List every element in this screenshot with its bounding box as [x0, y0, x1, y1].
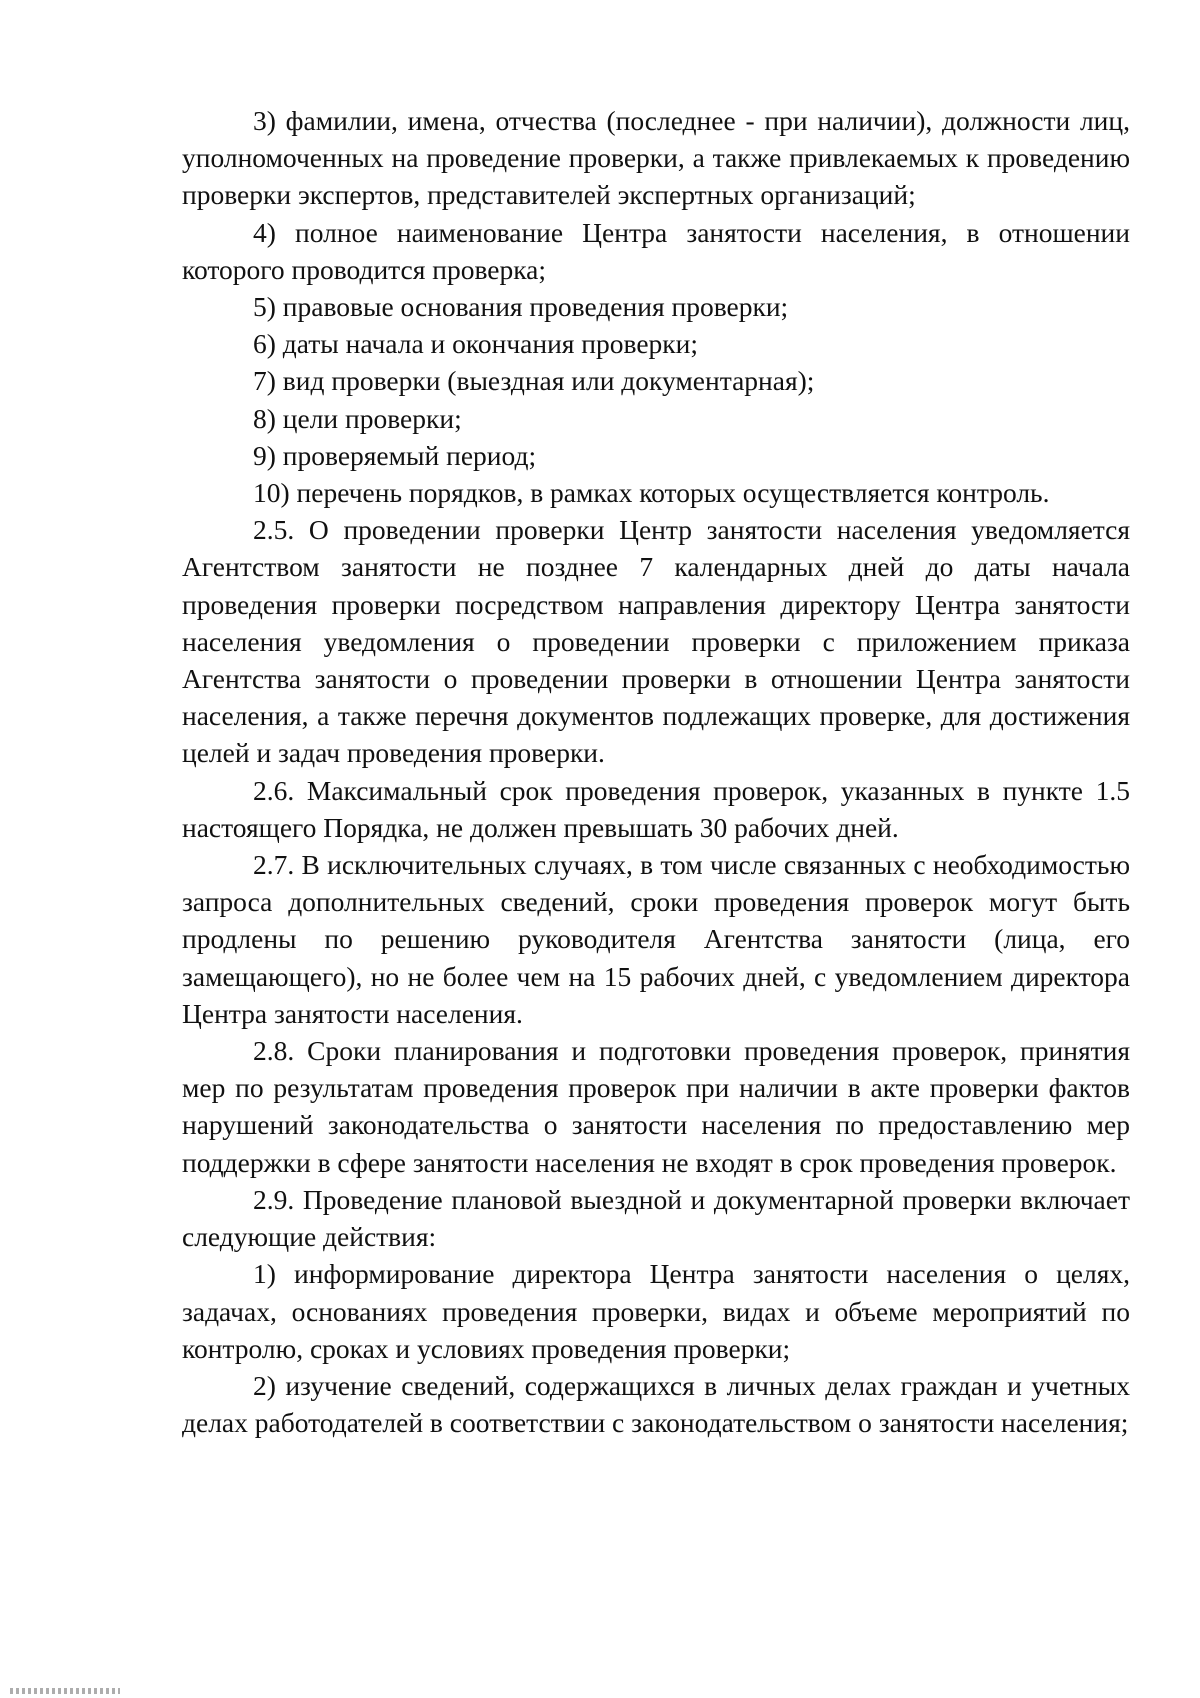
- clause-2-9: 2.9. Проведение плановой выездной и документарной проверки включает следующие действия:: [182, 1183, 1130, 1253]
- scan-artifact: [10, 1688, 120, 1694]
- action-item-informing: 1) информирование директора Центра занятости населения о целях, задачах, основаниях проведения проверки, видах и объеме мероприятий по контролю, сроках и условиях проведения проверки;: [182, 1258, 1130, 1364]
- clause-2-8: 2.8. Сроки планирования и подготовки проведения проверок, принятия мер по результатам проведения проверок при наличии в акте проверки фактов нарушений законодательства о занятости населения по предоставлению мер поддержки в сфере занятости населения не входят в срок проведения проверок.: [182, 1035, 1130, 1178]
- action-item-study: 2) изучение сведений, содержащихся в личных делах граждан и учетных делах работодателей в соответствии с законодательством о занятости населения;: [182, 1369, 1130, 1439]
- list-item-inspection-type: 7) вид проверки (выездная или документарная);: [253, 365, 815, 397]
- list-item-dates: 6) даты начала и окончания проверки;: [253, 328, 699, 360]
- clause-2-5: 2.5. О проведении проверки Центр занятости населения уведомляется Агентством занятости не позднее 7 календарных дней до даты начала проведения проверки посредством направления директору Центра занятости населения уведомления о проведении проверки с приложением приказа Агентства занятости о проведении проверки в отношении Центра занятости населения, а также перечня документов подлежащих проверке, для достижения целей и задач проведения проверки.: [182, 514, 1130, 769]
- document-body: [182, 102, 1130, 1441]
- list-item-period: 9) проверяемый период;: [253, 439, 537, 471]
- list-item-officials: 3) фамилии, имена, отчества (последнее - при наличии), должности лиц, уполномоченных на проведение проверки, а также привлекаемых к проведению проверки экспертов, представителей экспертных организаций;: [182, 105, 1130, 211]
- clause-2-6: 2.6. Максимальный срок проведения проверок, указанных в пункте 1.5 настоящего Порядка, не должен превышать 30 рабочих дней.: [182, 774, 1130, 843]
- list-item-goals: 8) цели проверки;: [253, 402, 462, 434]
- list-item-center-name: 4) полное наименование Центра занятости населения, в отношении которого проводится проверка;: [182, 216, 1130, 285]
- list-item-legal-grounds: 5) правовые основания проведения проверки;: [253, 291, 789, 323]
- list-item-procedures: 10) перечень порядков, в рамках которых осуществляется контроль.: [253, 477, 1050, 509]
- clause-2-7: 2.7. В исключительных случаях, в том числе связанных с необходимостью запроса дополнительных сведений, сроки проведения проверок могут быть продлены по решению руководителя Агентства занятости (лица, его замещающего), но не более чем на 15 рабочих дней, с уведомлением директора Центра занятости населения.: [182, 849, 1130, 1029]
